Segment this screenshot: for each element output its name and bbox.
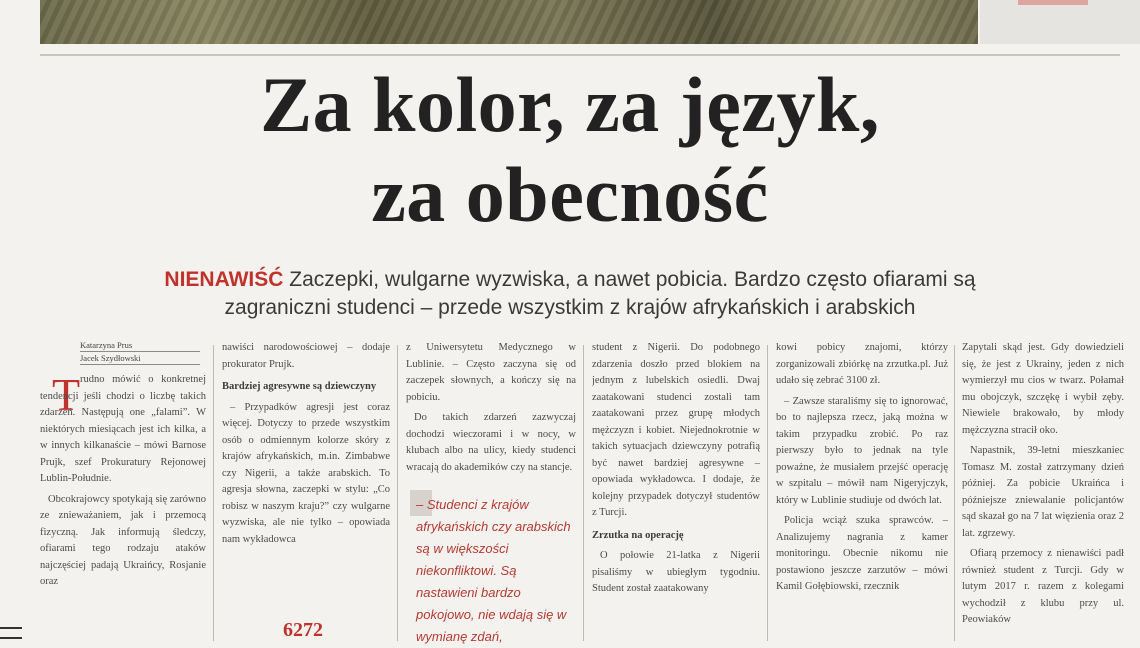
header-photo <box>40 0 978 44</box>
paragraph: rudno mówić o konkretnej tendencji jeśli chodzi o liczbę takich zdarzeń. Następują one „falami”. W niektórych miesiącach jest ich kilka, a w innych kilkanaście – mówi Barnose Prujk, szef Prokuratury Rejonowej Lublin-Południe. <box>40 374 206 484</box>
paragraph: student z Nigerii. Do podobnego zdarzenia doszło przed blokiem na jednym z lubelskich osiedli. Dwaj zaatakowani studenci zostali tam zaatakowani przez grupę młodych mężczyzn i kobiet. Niejednokrotnie w takich sytuacjach dziewczyny potrafią być nawet bardziej agresywne – opowiada wykładowca. I dodaje, że kolejny przypadek dotyczył studentów z Turcji. <box>592 342 760 518</box>
paragraph: nawiści narodowościowej – dodaje prokurator Prujk. <box>222 342 390 370</box>
paragraph: – Przypadków agresji jest coraz więcej. Dotyczy to przede wszystkim osób o odmiennym kolorze skóry z krajów afrykańskich, m.in. Zimbabwe czy Nigerii, a także arabskich. To agresja słowna, zaczepki w stylu: „Co robisz w naszym kraju?” czy wulgarne wyzwiska, ale nie tylko – opowiada nam wykładowca <box>222 401 390 545</box>
paragraph: kowi pobicy znajomi, którzy zorganizowali zbiórkę na zrzutka.pl. Już udało się zebrać 3100 zł. <box>776 342 948 386</box>
column-divider <box>213 345 214 641</box>
byline <box>80 340 200 366</box>
lead-text-2: zagraniczni studenci – przede wszystkim z krajów afrykańskich i arabskich <box>224 296 916 319</box>
subheading: Zrzutka na operację <box>592 529 684 541</box>
paragraph: Obcokrajowcy spotykają się zarówno ze znieważaniem, jak i przemocą fizyczną. Jak informują śledczy, ofiarami tego rodzaju ataków najczęściej padają Ukraińcy, Rosjanie oraz <box>40 493 206 587</box>
paragraph: z Uniwersytetu Medycznego w Lublinie. – Często zaczyna się od zaczepek słownych, a kończy się na pobiciu. <box>406 342 576 403</box>
side-panel-mark <box>1018 0 1088 5</box>
pull-quote: – Studenci z krajów afrykańskich czy arabskich są w większości niekonfliktowi. Są nastawieni bardzo pokojowo, nie wdają się w wymianę zdań, <box>416 497 571 644</box>
column-divider <box>397 345 398 641</box>
paragraph: Zapytali skąd jest. Gdy dowiedzieli się, że jest z Ukrainy, jeden z nich wymierzył mu cios w twarz. Połamał mu obojczyk, szczękę i wybił zęby. Niewiele brakowało, by młody mężczyzna stracił oko. <box>962 342 1124 436</box>
article-column-5 <box>776 340 948 641</box>
author-name: Katarzyna Prus <box>80 340 200 352</box>
article-headline <box>0 60 1140 240</box>
article-lead <box>0 266 1140 322</box>
lead-text-1: Zaczepki, wulgarne wyzwiska, a nawet pobicia. Bardzo często ofiarami są <box>283 268 976 291</box>
headline-line-1: Za kolor, za język, <box>260 61 880 148</box>
margin-mark <box>0 627 22 639</box>
article-column-2 <box>222 340 390 641</box>
paragraph: – Zawsze staraliśmy się to ignorować, bo to najlepsza rzecz, jaką można w takim przypadku zrobić. Po raz pierwszy było to jednak na tyle poważne, że musiałem przejść operację w szpitalu – mówił nam Nigeryjczyk, który w Lublinie studiuje od dwóch lat. <box>776 395 948 506</box>
subheading: Bardziej agresywne są dziewczyny <box>222 381 377 392</box>
headline-line-2: za obecność <box>371 151 769 238</box>
paragraph: Policja wciąż szuka sprawców. – Analizujemy nagrania z kamer monitoringu. Obecnie nikomu nie postawiono jeszcze zarzutów – mówi Kamil Gołębiowski, rzecznik <box>776 515 948 592</box>
article-column-6 <box>962 340 1124 641</box>
paragraph: Napastnik, 39-letni mieszkaniec Tomasz M. został zatrzymany dzień później. Za pobicie Ukraińca i późniejsze zniewalanie policjantów sąd skazał go na 7 lat więzienia oraz 2 lat. zgrzewy. <box>962 445 1124 539</box>
side-panel <box>980 0 1140 44</box>
top-rule <box>40 54 1120 56</box>
paragraph: Ofiarą przemocy z nienawiści padł również student z Turcji. Gdy w lutym 2017 r. razem z kolegami wychodził z klubu przy ul. Peowiaków <box>962 548 1124 625</box>
author-name: Jacek Szydłowski <box>80 353 200 365</box>
lead-kicker: NIENAWIŚĆ <box>164 268 284 291</box>
paragraph: O połowie 21-latka z Nigerii pisaliśmy w ubiegłym tygodniu. Student został zaatakowany <box>592 550 760 594</box>
paragraph: Do takich zdarzeń zazwyczaj dochodzi wieczorami i w nocy, w klubach albo na ulicy, kiedy studenci wracają do akademików czy na stancje. <box>406 412 576 473</box>
article-column-3 <box>406 340 576 490</box>
article-column-1 <box>40 369 206 641</box>
drop-cap: T <box>52 369 81 420</box>
article-column-4 <box>592 340 760 641</box>
column-divider <box>767 345 768 641</box>
highlight-number: 6272 <box>283 619 323 641</box>
column-divider <box>583 345 584 641</box>
column-divider <box>954 345 955 641</box>
